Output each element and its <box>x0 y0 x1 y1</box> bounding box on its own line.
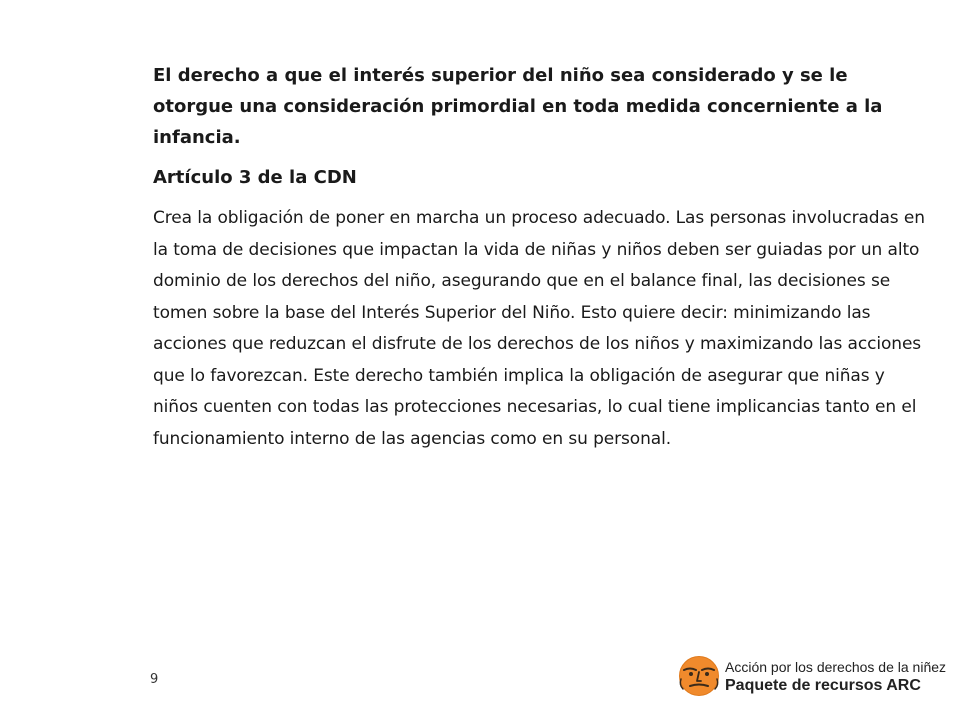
section-heading: El derecho a que el interés superior del niño sea considerado y se le otorgue una consideración primordial en toda medida concerniente a la infancia. <box>153 65 883 148</box>
page-number: 9 <box>150 672 159 687</box>
document-content <box>153 60 933 455</box>
logo-tagline: Acción por los derechos de la niñez <box>725 659 947 675</box>
arc-face-logo-icon <box>678 655 720 697</box>
logo-title: Paquete de recursos ARC <box>725 677 921 694</box>
article-reference: Artículo 3 de la CDN <box>153 167 357 188</box>
body-paragraph: Crea la obligación de poner en marcha un proceso adecuado. Las personas involucradas en la toma de decisiones que impactan la vida de niñas y niños deben ser guiadas por un alto dominio de los derechos del niño, asegurando que en el balance final, las decisiones se tomen sobre la base del Interés Superior del Niño. Esto quiere decir: minimizando las acciones que reduzcan el disfrute de los derechos de los niños y maximizando las acciones que lo favorezcan. Este derecho también implica la obligación de asegurar que niñas y niños cuenten con todas las protecciones necesarias, lo cual tiene implicancias tanto en el funcionamiento interno de las agencias como en su personal. <box>153 208 925 449</box>
arc-logo <box>678 655 947 703</box>
